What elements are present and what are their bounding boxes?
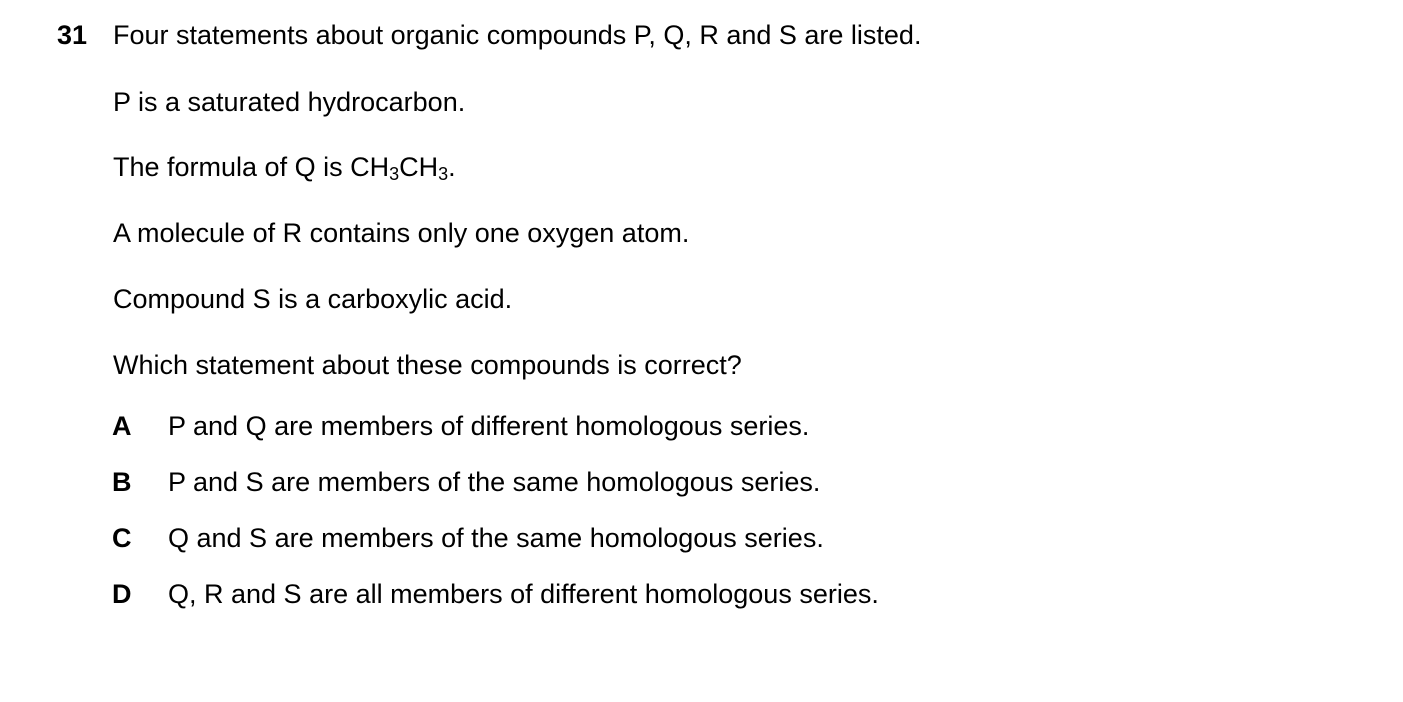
subscript-1: 3 bbox=[389, 164, 400, 184]
option-text: P and S are members of the same homologous series. bbox=[168, 467, 821, 497]
option-letter: D bbox=[112, 579, 132, 609]
option-text: P and Q are members of different homologous series. bbox=[168, 411, 810, 441]
question-stem: Four statements about organic compounds P, Q, R and S are listed. bbox=[113, 20, 922, 50]
option-b[interactable] bbox=[0, 465, 1000, 505]
statement-q-prefix: The formula of Q is CH bbox=[113, 152, 390, 182]
option-text: Q, R and S are all members of different homologous series. bbox=[168, 579, 879, 609]
question-number: 31 bbox=[57, 20, 88, 50]
statement-q-suffix: . bbox=[448, 152, 456, 182]
statement-q-mid: CH bbox=[399, 152, 439, 182]
statement-p: P is a saturated hydrocarbon. bbox=[113, 87, 466, 117]
statement-s: Compound S is a carboxylic acid. bbox=[113, 284, 513, 314]
option-a[interactable] bbox=[0, 409, 1000, 449]
option-c[interactable] bbox=[0, 521, 1000, 561]
option-text: Q and S are members of the same homologous series. bbox=[168, 523, 824, 553]
option-d[interactable] bbox=[0, 577, 1000, 617]
statement-r: A molecule of R contains only one oxygen atom. bbox=[113, 218, 690, 248]
option-letter: A bbox=[112, 411, 132, 441]
option-letter: B bbox=[112, 467, 132, 497]
option-letter: C bbox=[112, 523, 132, 553]
statement-q bbox=[113, 150, 456, 184]
question-prompt: Which statement about these compounds is correct? bbox=[113, 350, 742, 380]
subscript-2: 3 bbox=[438, 164, 449, 184]
